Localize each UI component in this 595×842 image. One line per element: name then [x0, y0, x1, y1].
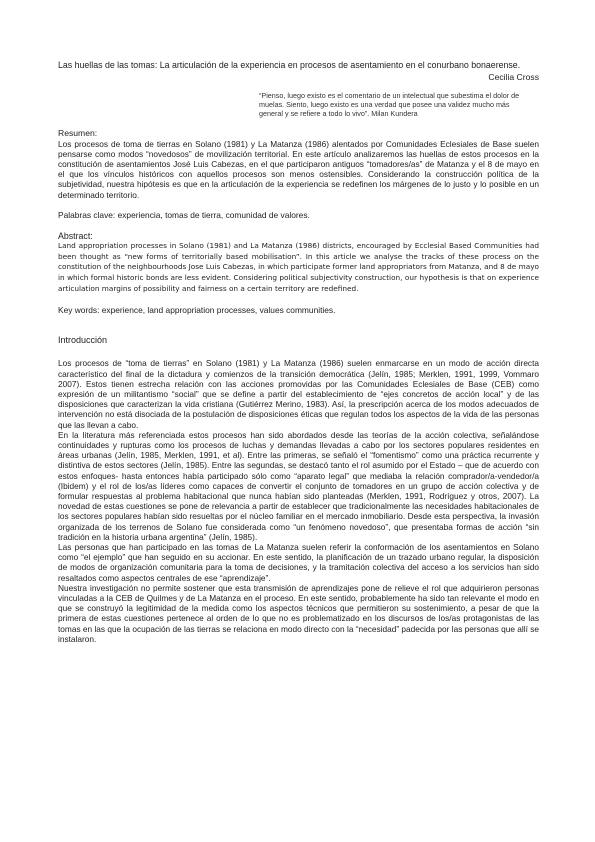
- abstract-body: Land appropriation processes in Solano (1981) and La Matanza (1986) districts, encouraged by Ecclesial Based Communities had been thought as “new forms of territorially based mobilisation”. In this article we analyse the tracks of these process on the constitution of the neighbourhoods Jose Luis Cabezas, in which participate former land appropriators from Matanza, and 8 de mayo in which formal historic bonds are less evident. Considering political subjectivity construction, our hypothesis is that on experience articulation margins of possibility and fairness on a certain territory are redefined.: [58, 241, 539, 293]
- palabras-clave: Palabras clave: experiencia, tomas de tierra, comunidad de valores.: [58, 209, 310, 220]
- intro-paragraph-1: Los procesos de “toma de tierras” en Solano (1981) y La Matanza (1986) suelen enmarcarse en un modo de acción directa característico del final de la dictadura y comienzos de la transición democrática (Jelín, 1985; Merklen, 1991, 1999, Vommaro 2007). Estos tienen estrecha relación con las acciones promovidas por las Comunidades Eclesiales de Base (CEB) como expresión de un militantismo “social” que se define a partir del establecimiento de “ejes concretos de acción local” y de las disposiciones que caracterizan la vida cristiana (Gutiérrez Merino, 1983). Así, la prescripción acerca de los modos adecuados de intervención no está disociada de la postulación de disposiciones éticas que regulan todos los aspectos de la vida de las personas que las llevan a cabo.: [58, 358, 539, 430]
- document-page: [58, 60, 539, 644]
- author-name: Cecilia Cross: [488, 72, 539, 82]
- key-words: Key words: experience, land appropriation processes, values communities.: [58, 305, 336, 316]
- resumen-heading: Resumen:: [58, 128, 98, 138]
- intro-paragraph-3: Las personas que han participado en las tomas de La Matanza suelen referir la conformación de los asentamientos en Solano como “el ejemplo” que han seguido en su accionar. En este sentido, la planificación de un trazado urbano regular, la disposición de modos de organización comunitaria para la toma de decisiones, y la tramitación colectiva del acceso a los servicios han sido resaltados como aspectos centrales de ese “aprendizaje”.: [58, 541, 539, 583]
- epigraph-quote: “Pienso, luego existo es el comentario de un intelectual que subestima el dolor de muelas. Siento, luego existo es una verdad que posee una validez mucho más general y se refiere a todo lo vivo”. Milan Kundera: [259, 91, 520, 118]
- resumen-body: Los procesos de toma de tierras en Solano (1981) y La Matanza (1986) alentados por Comunidades Eclesiales de Base suelen pensarse como modos “novedosos” de movilización territorial. En este artículo analizaremos las huellas de estos procesos en la constitución de asentamientos José Luis Cabezas, en el que participaron antiguos “tomadores/as” de Matanza y el 8 de mayo en el que los vínculos históricos con aquellos procesos son menos ostensibles. Considerando la construcción política de la subjetividad, nuestra hipótesis es que en la articulación de la experiencia se redefinen los márgenes de lo justo y lo posible en un determinado territorio.: [58, 138, 539, 200]
- introduccion-body: [58, 358, 539, 644]
- intro-paragraph-2: En la literatura más referenciada estos procesos han sido abordados desde las teorías de la acción colectiva, señalándose continuidades y rupturas como los procesos de luchas y demandas llevadas a cabo por los sectores populares residentes en áreas urbanas (Jelín, 1985, Merklen, 1991, et al). Entre las primeras, se señaló el “fomentismo” como una práctica recurrente y distintiva de estos sectores (Jelín, 1985). Entre las segundas, se destacó tanto el rol asumido por el Estado – que de acuerdo con estos enfoques- hasta entonces había participado sólo como “aparato legal” que mediaba la relación comprador/a-vendedor/a (Ibidem) y el rol de los/as líderes como capaces de convertir el conjunto de tomadores en un grupo de acción colectiva y de formular respuestas al problema habitacional que nunca habían sido planteadas (Merklen, 1991, Rodríguez y otros, 2007). La novedad de estas cuestiones se pone de relevancia a partir de establecer que tradicionalmente las necesidades habitacionales de los sectores populares habían sido resueltas por el núcleo familiar en el mercado inmobiliario. Desde esta perspectiva, la invasión organizada de los terrenos de Solano fue considerada como “un fenómeno novedoso”, que presentaba formas de acción “sin tradición en la historia urbana argentina” (Jelín, 1985).: [58, 429, 539, 542]
- intro-paragraph-4: Nuestra investigación no permite sostener que esta transmisión de aprendizajes pone de relieve el rol que adquirieron personas vinculadas a la CEB de Quilmes y de La Matanza en el proceso. En este sentido, probablemente ha sido tan relevante el modo en que se construyó la legitimidad de la medida como los aspectos técnicos que permitieron su sostenimiento, a pesar de que la primera de estas cuestiones pertenece al orden de lo que no es problematizado en los discursos de los/as protagonistas de las tomas en las que la ocupación de las tierras se relaciona en modo directo con la “necesidad” padecida por las personas que allí se instalaron.: [58, 582, 539, 644]
- introduccion-heading: Introducción: [58, 335, 108, 346]
- abstract-heading: Abstract:: [58, 230, 93, 241]
- article-title: Las huellas de las tomas: La articulación de la experiencia en procesos de asentamiento en el conurbano bonaerense.: [58, 60, 521, 70]
